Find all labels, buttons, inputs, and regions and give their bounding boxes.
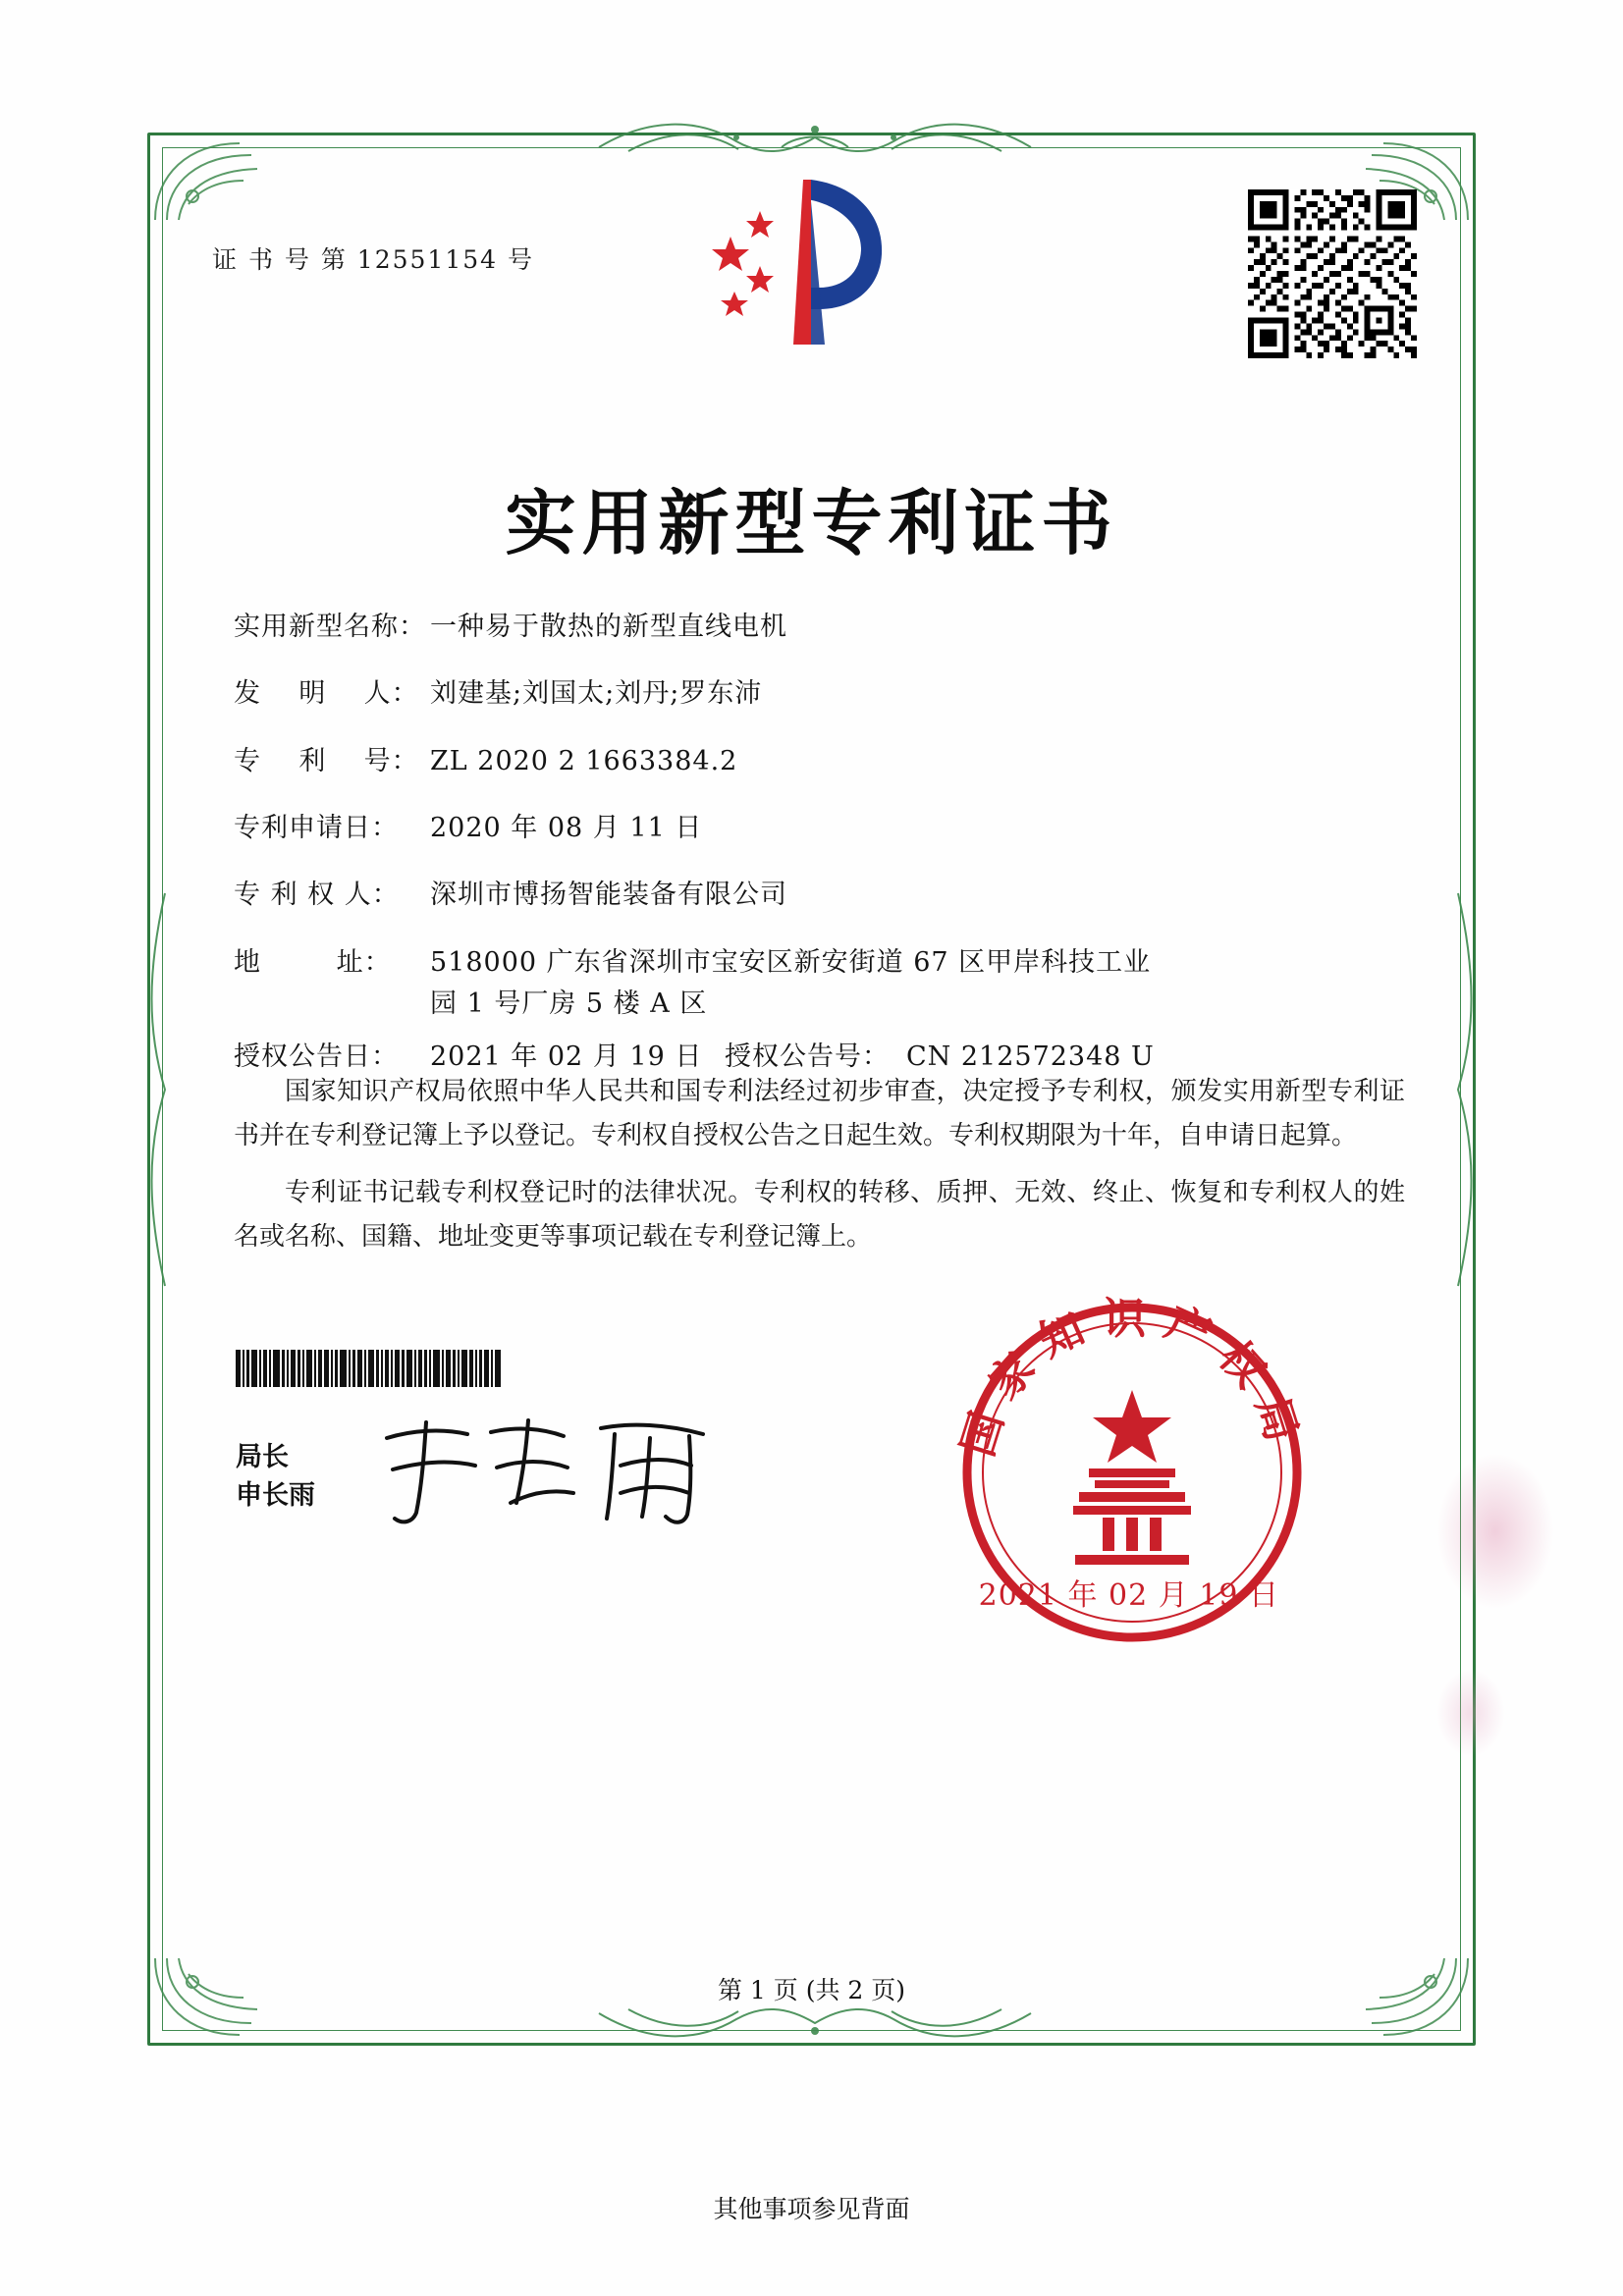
field-label: 专利申请日：	[234, 813, 399, 844]
field-inventors	[234, 680, 1407, 708]
qr-code	[1248, 189, 1417, 358]
field-label: 发 明 人：	[234, 678, 419, 710]
signature-role: 局长	[236, 1442, 289, 1472]
field-value: ZL 2020 2 1663384.2	[430, 745, 738, 776]
footer-note: 其他事项参见背面	[713, 2195, 910, 2223]
svg-text:国家知识产权局: 国家知识产权局	[955, 1296, 1309, 1463]
field-patent-number	[234, 745, 1407, 776]
field-label: 实用新型名称：	[234, 612, 426, 642]
field-patentee	[234, 881, 1407, 909]
field-value: 2021 年 02 月 19 日	[430, 1041, 703, 1073]
certificate-content	[147, 133, 1476, 2046]
seal-date: 2021 年 02 月 19 日	[978, 1578, 1279, 1613]
field-grant-number	[725, 1043, 1155, 1071]
field-label: 授权公告日：	[234, 1041, 399, 1073]
field-value: 刘建基;刘国太;刘丹;罗东沛	[430, 678, 763, 710]
legal-text	[234, 1070, 1405, 1273]
page-title: 实用新型专利证书	[505, 481, 1118, 564]
signature-block	[236, 1438, 315, 1515]
field-label: 地 址：	[234, 946, 392, 978]
field-value: 深圳市博扬智能装备有限公司	[430, 880, 787, 911]
certificate-number: 证 书 号 第 12551154 号	[212, 245, 534, 274]
field-value-line1: 518000 广东省深圳市宝安区新安街道 67 区甲岸科技工业	[430, 946, 1152, 978]
field-value-wrapper	[430, 946, 1407, 1020]
field-value: 一种易于散热的新型直线电机	[430, 612, 787, 642]
paragraph-1: 国家知识产权局依照中华人民共和国专利法经过初步审查，决定授予专利权，颁发实用新型专利证书并在专利登记簿上予以登记。专利权自授权公告之日起生效。专利权期限为十年，自申请日起算。	[234, 1077, 1405, 1150]
field-value-line2: 园 1 号厂房 5 楼 A 区	[430, 988, 708, 1020]
field-address	[234, 946, 1407, 1020]
field-grant-row	[234, 1043, 1407, 1071]
field-utility-model-name	[234, 614, 1407, 641]
cnipa-logo-icon	[709, 172, 915, 358]
field-label: 专 利 号：	[234, 745, 419, 776]
certificate-fields	[234, 614, 1407, 1105]
page-number: 第 1 页 (共 2 页)	[717, 1976, 906, 2004]
field-label: 专 利 权 人：	[234, 880, 400, 911]
field-value: CN 212572348 U	[906, 1041, 1155, 1073]
field-label: 授权公告号：	[725, 1041, 890, 1073]
handwritten-signature-icon	[373, 1409, 727, 1536]
field-application-date	[234, 815, 1407, 842]
field-value: 2020 年 08 月 11 日	[430, 813, 703, 844]
paragraph-2: 专利证书记载专利权登记时的法律状况。专利权的转移、质押、无效、终止、恢复和专利权人的姓名或名称、国籍、地址变更等事项记载在专利登记簿上。	[234, 1178, 1405, 1253]
field-grant-date	[234, 1043, 725, 1071]
signature-name: 申长雨	[236, 1480, 315, 1512]
barcode	[236, 1350, 530, 1387]
